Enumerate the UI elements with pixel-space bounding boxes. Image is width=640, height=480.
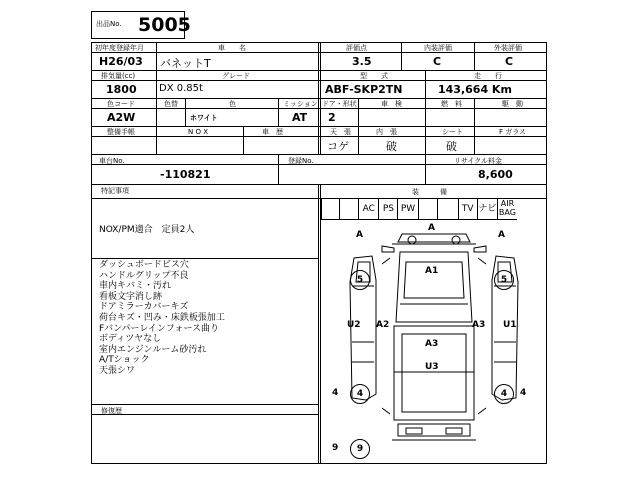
model-value: ABF-SKP2TN xyxy=(325,83,403,96)
headliner-value: コゲ xyxy=(327,140,349,153)
chassis-value: -110821 xyxy=(160,168,211,181)
note-item: 看板文字消し跡 xyxy=(99,291,163,302)
fuel-label: 燃 料 xyxy=(441,100,462,108)
grade-label: グレード xyxy=(222,72,250,80)
damage-mark: A3 xyxy=(425,339,439,349)
damage-mark-circled: 9 xyxy=(350,439,370,459)
damage-mark-circled: 5 xyxy=(350,270,370,290)
damage-mark: A2 xyxy=(376,320,390,330)
interior-grade-value: C xyxy=(433,55,442,68)
trim-label: 内 張 xyxy=(376,128,397,136)
note-item: Fバンパーレインフォース曲り xyxy=(99,323,220,334)
service-book-label: 整備手帳 xyxy=(107,128,135,136)
repair-history-label: 修復歴 xyxy=(101,407,122,415)
color-label: 色 xyxy=(229,100,236,108)
damage-mark: U3 xyxy=(425,362,439,372)
color-code-label: 色コード xyxy=(107,100,135,108)
mileage-label: 走 行 xyxy=(474,72,502,80)
score-value: 3.5 xyxy=(352,55,372,68)
exterior-grade-value: C xyxy=(505,55,514,68)
trim-value: 破 xyxy=(386,140,397,153)
damage-mark-circled: 5 xyxy=(494,270,514,290)
door-label: ドア・形状 xyxy=(322,100,357,108)
damage-mark: 4 xyxy=(332,388,339,398)
displacement-label: 排気量(cc) xyxy=(101,72,136,80)
first-registration-label: 初年度登録年月 xyxy=(95,44,144,52)
lot-number-value: 5005 xyxy=(138,14,191,36)
displacement-value: 1800 xyxy=(106,83,137,96)
recycle-fee-label: リサイクル料金 xyxy=(454,157,503,165)
color-code-value: A2W xyxy=(107,111,136,124)
damage-mark: A xyxy=(356,230,363,240)
exterior-grade-label: 外装評価 xyxy=(494,44,522,52)
color-value: ホワイト xyxy=(190,114,218,122)
car-name-value: バネットT xyxy=(160,57,211,70)
registration-label: 登録No. xyxy=(288,157,314,165)
drive-label: 駆 動 xyxy=(502,100,523,108)
note-item: ボディツヤなし xyxy=(99,334,162,345)
damage-mark-circled: 4 xyxy=(350,384,370,404)
equipment-navi: ナビ xyxy=(478,198,498,219)
equipment-label: 装 備 xyxy=(412,188,447,196)
mileage-value: 143,664 Km xyxy=(438,83,512,96)
inspection-label: 車 検 xyxy=(381,100,402,108)
notes-list xyxy=(99,260,225,377)
equipment-cell xyxy=(419,198,438,219)
equipment-pw: PW xyxy=(398,198,418,219)
note-item: ハンドルグリップ不良 xyxy=(99,270,189,281)
damage-mark: 4 xyxy=(520,388,527,398)
grade-value: DX 0.85t xyxy=(159,83,203,94)
interior-grade-label: 内装評価 xyxy=(424,44,452,52)
note-item: 室内エンジンルーム砂汚れ xyxy=(99,344,207,355)
damage-mark: A3 xyxy=(472,320,486,330)
transmission-label: ミッション xyxy=(283,100,318,108)
note-item: 車内キバミ・汚れ xyxy=(99,281,172,292)
door-value: 2 xyxy=(328,111,336,124)
recycle-fee-value: 8,600 xyxy=(478,168,513,181)
lot-number-label: 出品No. xyxy=(96,20,122,28)
damage-mark: A1 xyxy=(425,266,439,276)
damage-mark: U2 xyxy=(347,320,361,330)
seat-label: シート xyxy=(442,128,463,136)
equipment-ps: PS xyxy=(379,198,398,219)
chassis-label: 車台No. xyxy=(99,157,125,165)
equipment-cell xyxy=(438,198,459,219)
front-glass-label: F ガラス xyxy=(499,128,527,136)
equipment-grid xyxy=(321,198,517,220)
nox-label: N O X xyxy=(188,128,208,136)
nox-pm-note: NOX/PM適合 定員2人 xyxy=(99,225,195,235)
damage-mark: A xyxy=(428,223,435,233)
damage-mark: U1 xyxy=(503,320,517,330)
damage-mark: 9 xyxy=(332,443,339,453)
note-item: A/Tショック xyxy=(99,355,150,366)
equipment-ac: AC xyxy=(359,198,379,219)
note-item: ダッシュボードビス穴 xyxy=(99,260,189,270)
model-label: 型 式 xyxy=(360,72,388,80)
equipment-cell xyxy=(340,198,359,219)
equipment-tv: TV xyxy=(459,198,478,219)
first-registration-value: H26/03 xyxy=(99,55,143,68)
note-item: 荷台キズ・凹み・床鉄板張加工 xyxy=(99,312,225,323)
note-item: 天張シワ xyxy=(99,365,136,376)
vehicle-history-label: 車 歴 xyxy=(262,128,283,136)
score-label: 評価点 xyxy=(346,44,367,52)
transmission-value: AT xyxy=(292,111,308,124)
equipment-airbag: AIR BAG xyxy=(498,199,516,217)
car-name-label: 車 名 xyxy=(218,44,246,52)
headliner-label: 天 張 xyxy=(330,128,351,136)
damage-mark-circled: 4 xyxy=(494,384,514,404)
seat-value: 破 xyxy=(446,140,457,153)
equipment-cell xyxy=(321,198,340,219)
color-change-label: 色替 xyxy=(164,100,178,108)
note-item: ドアミラーカバーキズ xyxy=(99,302,189,313)
damage-mark: A xyxy=(498,230,505,240)
lot-number-box xyxy=(91,11,191,39)
notes-label: 特記事項 xyxy=(101,187,129,195)
